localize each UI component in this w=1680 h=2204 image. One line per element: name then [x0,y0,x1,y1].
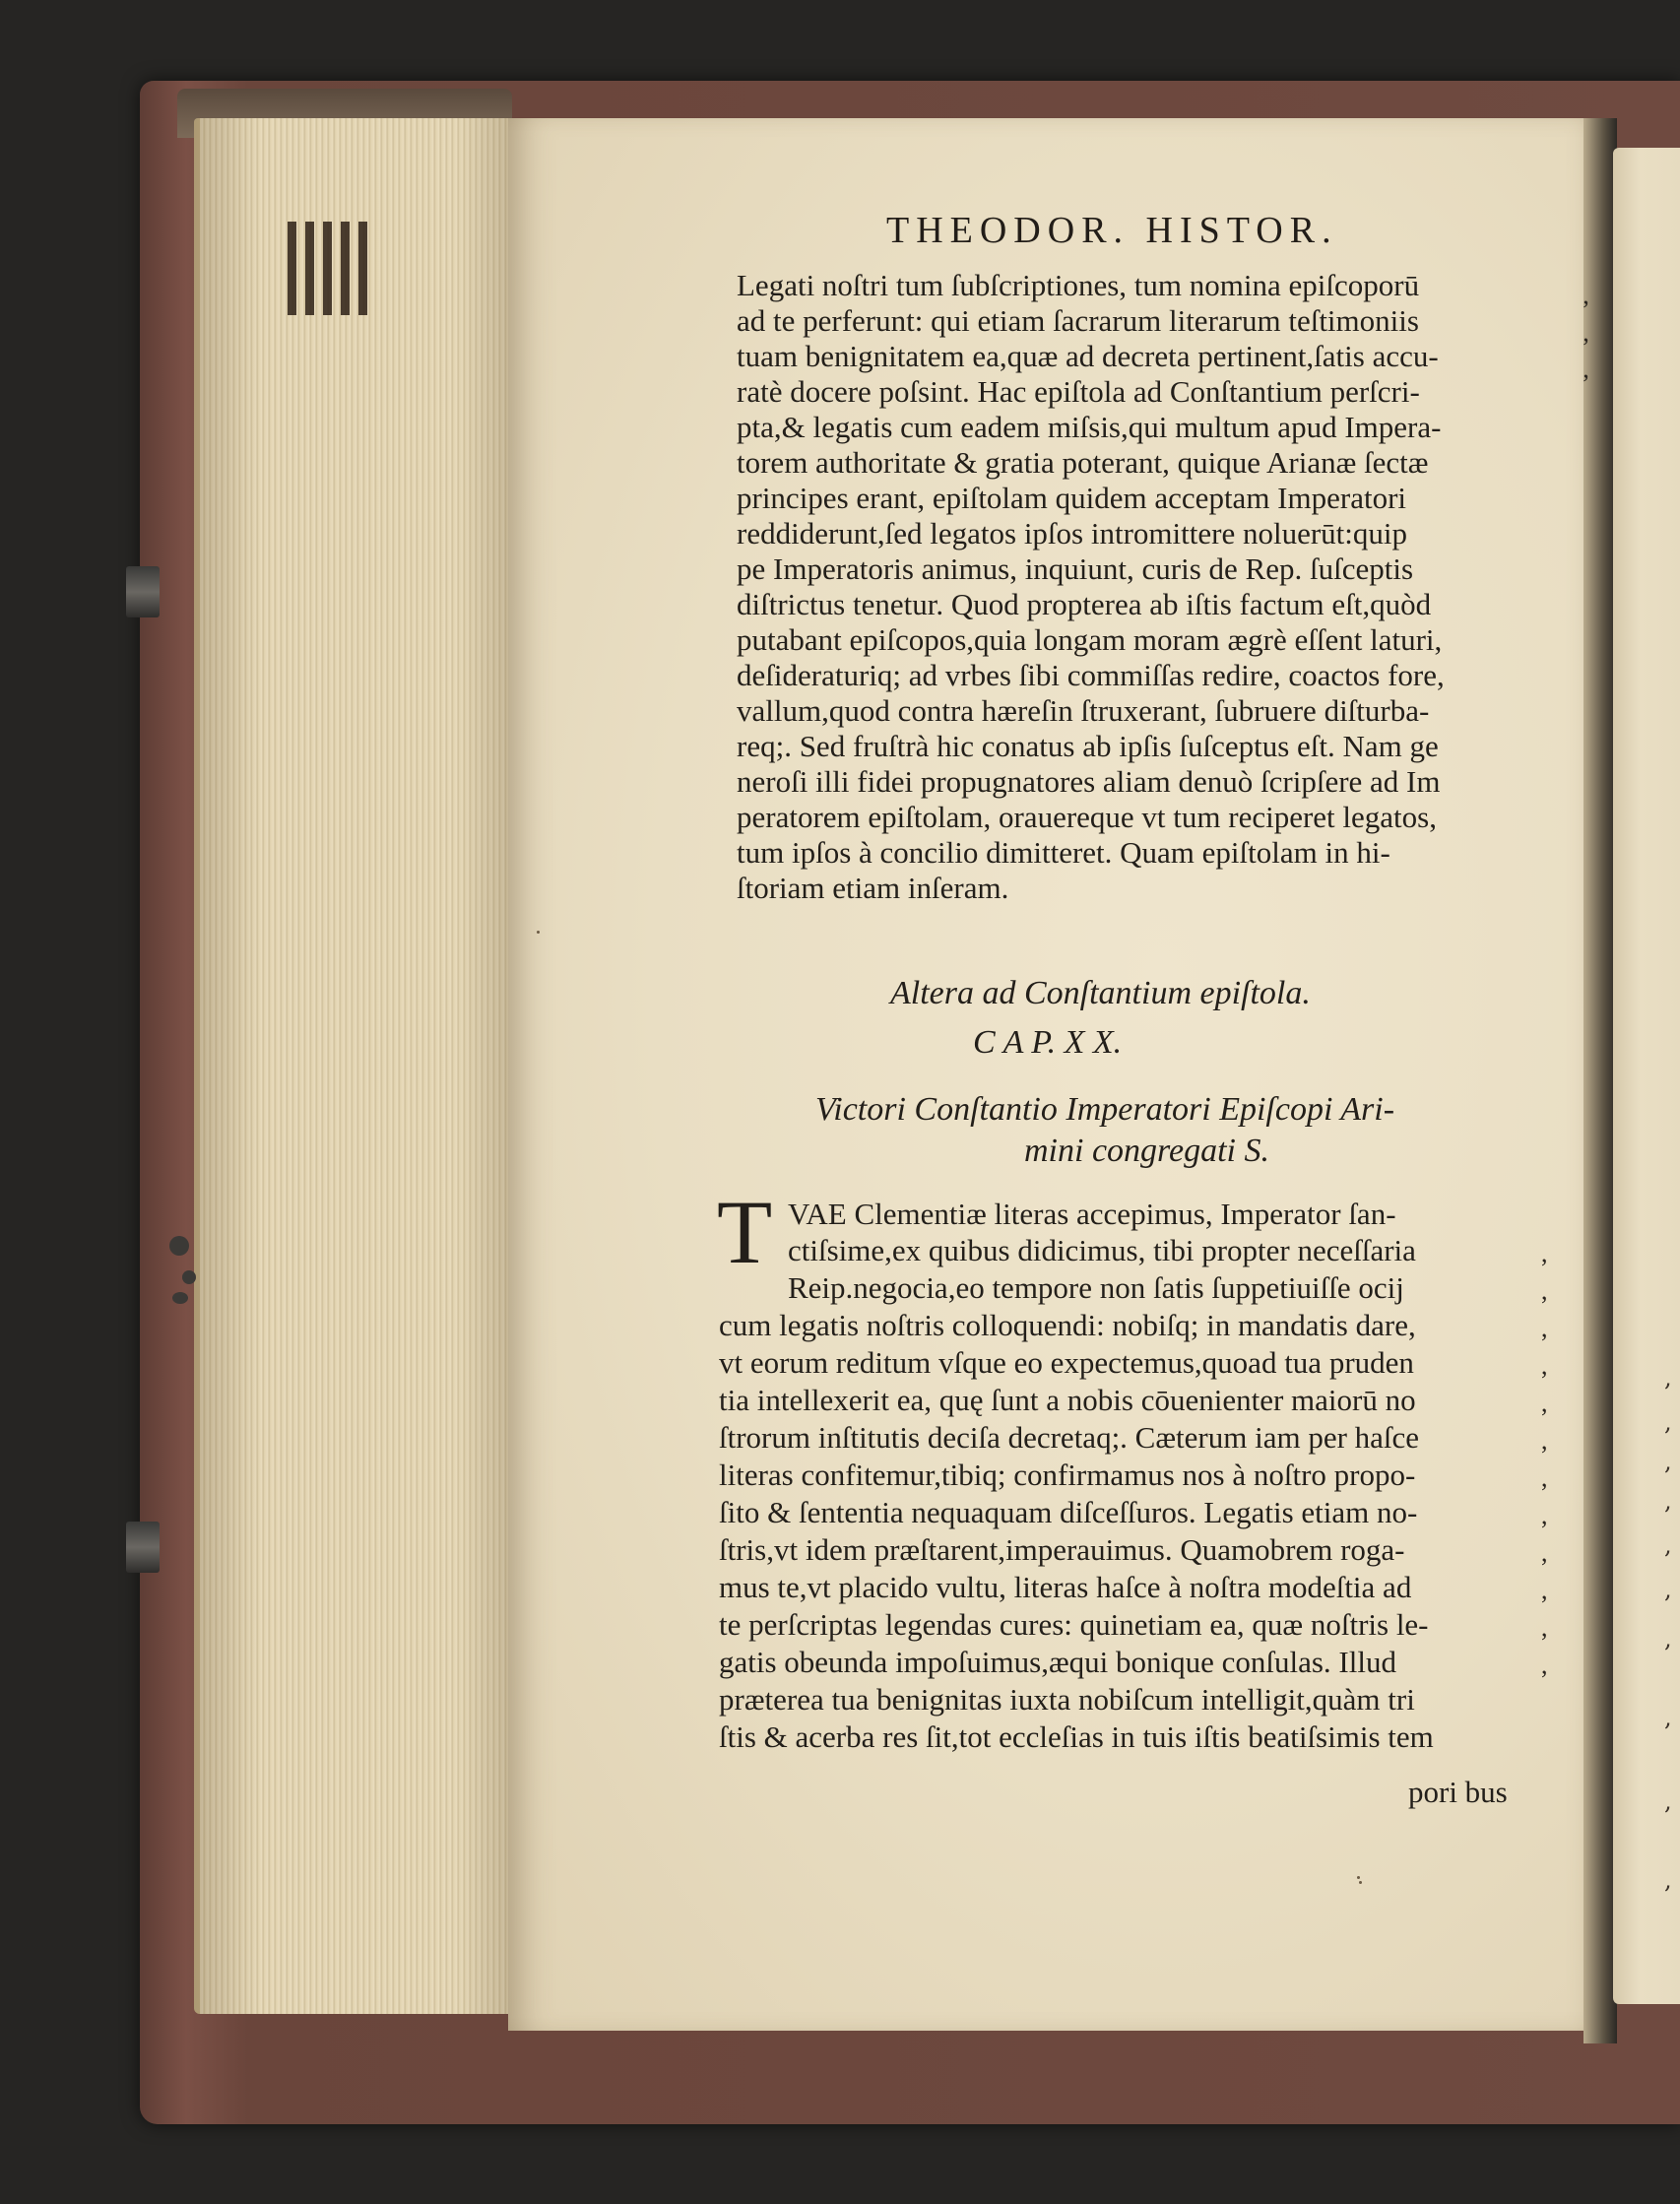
text-line: vallum,quod contra hæreſin ſtruxerant, ſubruere diſturba- [737,693,1430,728]
text-line: req;. Sed fruſtrà hic conatus ab ipſis ſuſceptus eſt. Nam ge [737,729,1439,763]
margin-quote-mark: , [1541,1389,1548,1417]
text-line: te perſcriptas legendas cures: quinetiam ea, quæ noſtris le- [719,1607,1429,1642]
next-page-fragment: , [1664,1625,1672,1653]
margin-quote-mark: ’ [1582,333,1590,361]
margin-quote-mark: , [1541,1538,1548,1567]
catchword: pori bus [1408,1775,1508,1809]
salutation-line: mini congregati S. [1024,1133,1269,1169]
book-gutter [1583,118,1617,2043]
paper-speck [1359,1881,1362,1884]
margin-quote-mark: , [1541,1501,1548,1529]
text-line: putabant epiſcopos,quia longam moram ægrè eſſent laturi, [737,622,1443,657]
section-title: Altera ad Conſtantium epiſtola. [890,975,1311,1011]
text-line: ſtris,vt idem præſtarent,imperauimus. Quamobrem roga- [719,1532,1405,1567]
paper-speck [537,931,540,934]
text-line: pe Imperatoris animus, inquiunt, curis de Rep. ſuſceptis [737,551,1414,586]
next-page-fragment: , [1664,1704,1672,1731]
text-line: vt eorum reditum vſque eo expectemus,quoad tua pruden [719,1345,1414,1380]
margin-quote-mark: , [1541,1351,1548,1380]
margin-quote-mark: ’ [1582,369,1590,398]
clasp-top [126,566,160,617]
fore-edge-ink-mark [288,222,376,315]
next-page-fragment: , [1664,1408,1672,1436]
page-block-shade [194,118,524,2014]
text-line: Reip.negocia,eo tempore non ſatis ſuppetiuiſſe ocij [788,1270,1404,1305]
text-line: torem authoritate & gratia poterant, quique Arianæ ſectæ [737,445,1429,480]
next-page-fragment: , [1664,1866,1672,1894]
right-page-edge [1613,148,1680,2004]
text-line: literas confitemur,tibiq; confirmamus nos à noſtro propo- [719,1458,1416,1492]
margin-quote-mark: , [1541,1576,1548,1604]
margin-quote-mark: , [1541,1613,1548,1642]
text-line: ſtrorum inſtitutis deciſa decretaq;. Cæterum iam per haſce [719,1420,1420,1455]
text-line: ad te perferunt: qui etiam ſacrarum literarum teſtimoniis [737,303,1419,338]
cover-damage-spot [182,1270,196,1284]
drop-cap: T [717,1182,773,1282]
cover-damage-spot [169,1236,189,1256]
margin-quote-mark: , [1541,1463,1548,1492]
clasp-bottom [126,1522,160,1573]
text-line: neroſi illi fidei propugnatores aliam denuò ſcripſere ad Im [737,764,1441,799]
margin-quote-mark: ’ [1582,295,1590,324]
margin-quote-mark: , [1541,1276,1548,1305]
text-line: deſideraturiq; ad vrbes ſibi commiſſas redire, coactos fore, [737,658,1445,692]
text-line: præterea tua benignitas iuxta nobiſcum intelligit,quàm tri [719,1682,1415,1717]
next-page-fragment: , [1664,1576,1672,1603]
next-page-fragment: , [1664,1364,1672,1392]
next-page-fragment: , [1664,1487,1672,1515]
text-line: mus te,vt placido vultu, literas haſce à noſtra modeſtia ad [719,1570,1412,1604]
text-line: tia intellexerit ea, quę ſunt a nobis cōuenienter maiorū no [719,1383,1416,1417]
text-line: Legati noſtri tum ſubſcriptiones, tum nomina epiſcoporū [737,268,1420,302]
margin-quote-mark: , [1541,1651,1548,1679]
next-page-fragment: , [1664,1787,1672,1815]
text-line: cum legatis noſtris colloquendi: nobiſq; in mandatis dare, [719,1308,1416,1342]
text-line: tuam benignitatem ea,quæ ad decreta pertinent,ſatis accu- [737,339,1439,373]
text-line: ctiſsime,ex quibus didicimus, tibi propter neceſſaria [788,1233,1416,1267]
text-line: ſtis & acerba res ſit,tot eccleſias in tuis iſtis beatiſsimis tem [719,1719,1434,1754]
cover-damage-spot [172,1292,188,1304]
text-line: VAE Clementiæ literas accepimus, Imperator ſan- [788,1197,1396,1231]
margin-quote-mark: , [1541,1426,1548,1455]
text-line: gatis obeunda impoſuimus,æqui bonique conſulas. Illud [719,1645,1396,1679]
text-line: peratorem epiſtolam, orauereque vt tum reciperet legatos, [737,800,1437,834]
text-line: ratè docere poſsint. Hac epiſtola ad Conſtantium perſcri- [737,374,1420,409]
text-line: diſtrictus tenetur. Quod propterea ab iſtis factum eſt,quòd [737,587,1432,621]
paper-speck [1357,1876,1360,1879]
text-line: ſtoriam etiam inſeram. [737,871,1009,905]
text-line: tum ipſos à concilio dimitteret. Quam epiſtolam in hi- [737,835,1390,870]
chapter-label: C A P. X X. [973,1024,1123,1061]
text-line: pta,& legatis cum eadem miſsis,qui multum apud Impera- [737,410,1442,444]
salutation-line: Victori Conſtantio Imperatori Epiſcopi Ari- [815,1091,1395,1128]
text-line: principes erant, epiſtolam quidem acceptam Imperatori [737,481,1407,515]
margin-quote-mark: , [1541,1239,1548,1267]
text-line: ſito & ſententia nequaquam diſceſſuros. Legatis etiam no- [719,1495,1418,1529]
next-page-fragment: , [1664,1531,1672,1559]
margin-quote-mark: , [1541,1314,1548,1342]
text-line: reddiderunt,ſed legatos ipſos intromittere noluerūt:quip [737,516,1407,551]
next-page-fragment: , [1664,1448,1672,1475]
running-head: THEODOR. HISTOR. [886,210,1338,251]
